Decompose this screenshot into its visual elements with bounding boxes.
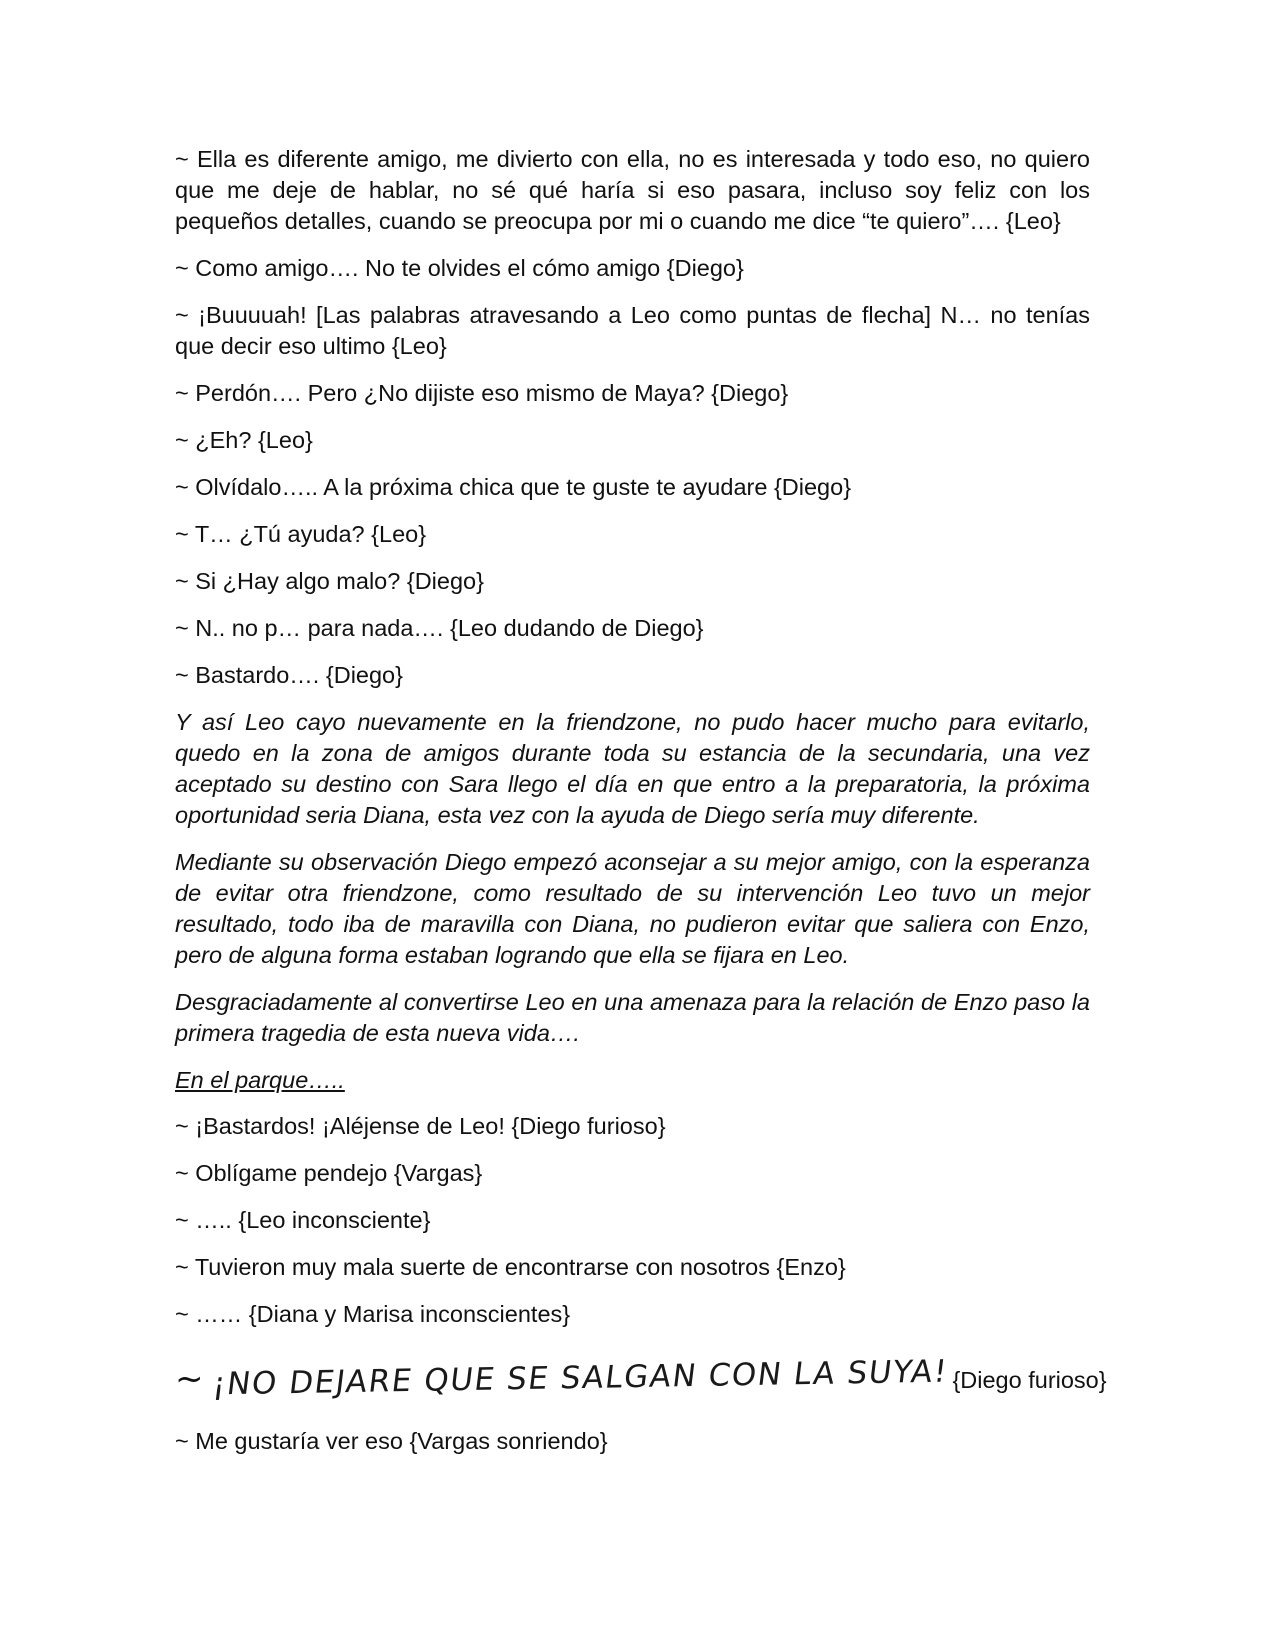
dialogue-leo-5: ~ N.. no p… para nada…. {Leo dudando de Diego}	[175, 615, 704, 641]
shout-tag: {Diego furioso}	[952, 1367, 1107, 1393]
dialogue-leo-2: ~ ¡Buuuuah! [Las palabras atravesando a Leo como puntas de flecha] N… no tenías que decir eso ultimo {Leo}	[175, 302, 1090, 359]
dialogue-vargas-2: ~ Me gustaría ver eso {Vargas sonriendo}	[175, 1428, 608, 1454]
dialogue-diego-5: ~ Bastardo…. {Diego}	[175, 662, 403, 688]
dialogue-diego-6: ~ ¡Bastardos! ¡Aléjense de Leo! {Diego furioso}	[175, 1113, 666, 1139]
dialogue-leo-4: ~ T… ¿Tú ayuda? {Leo}	[175, 521, 427, 547]
shout-text: ¡NO DEJARE QUE SE SALGAN CON LA SUYA!	[210, 1353, 950, 1403]
dialogue-vargas-1: ~ Oblígame pendejo {Vargas}	[175, 1160, 483, 1186]
dialogue-diego-4: ~ Si ¿Hay algo malo? {Diego}	[175, 568, 484, 594]
shout-line	[175, 1353, 1107, 1406]
dialogue-diego-1: ~ Como amigo…. No te olvides el cómo amigo {Diego}	[175, 255, 744, 281]
dialogue-enzo-1: ~ Tuvieron muy mala suerte de encontrarse con nosotros {Enzo}	[175, 1254, 846, 1280]
dialogue-leo-1: ~ Ella es diferente amigo, me divierto con ella, no es interesada y todo eso, no quiero que me deje de hablar, no sé qué haría si eso pasara, incluso soy feliz con los pequeños detalles, cuando se preocupa por mi o cuando me dice “te quiero”…. {Leo}	[175, 146, 1090, 234]
narration-3: Desgraciadamente al convertirse Leo en una amenaza para la relación de Enzo paso la primera tragedia de esta nueva vida….	[175, 989, 1090, 1046]
narration-1: Y así Leo cayo nuevamente en la friendzone, no pudo hacer mucho para evitarlo, quedo en la zona de amigos durante toda su estancia de la secundaria, una vez aceptado su destino con Sara llego el día en que entro a la preparatoria, la próxima oportunidad seria Diana, esta vez con la ayuda de Diego sería muy diferente.	[175, 709, 1090, 828]
dialogue-diego-2: ~ Perdón…. Pero ¿No dijiste eso mismo de Maya? {Diego}	[175, 380, 789, 406]
dialogue-leo-6: ~ ….. {Leo inconsciente}	[175, 1207, 431, 1233]
document-page	[175, 144, 1107, 1473]
scene-heading: En el parque…..	[175, 1067, 345, 1093]
narration-2: Mediante su observación Diego empezó aconsejar a su mejor amigo, con la esperanza de evitar otra friendzone, como resultado de su intervención Leo tuvo un mejor resultado, todo iba de maravilla con Diana, no pudieron evitar que saliera con Enzo, pero de alguna forma estaban logrando que ella se fijara en Leo.	[175, 849, 1090, 968]
dialogue-diego-3: ~ Olvídalo….. A la próxima chica que te guste te ayudare {Diego}	[175, 474, 852, 500]
dialogue-leo-3: ~ ¿Eh? {Leo}	[175, 427, 313, 453]
shout-tilde: ~	[175, 1359, 204, 1399]
dialogue-diana-marisa: ~ …… {Diana y Marisa inconscientes}	[175, 1301, 571, 1327]
